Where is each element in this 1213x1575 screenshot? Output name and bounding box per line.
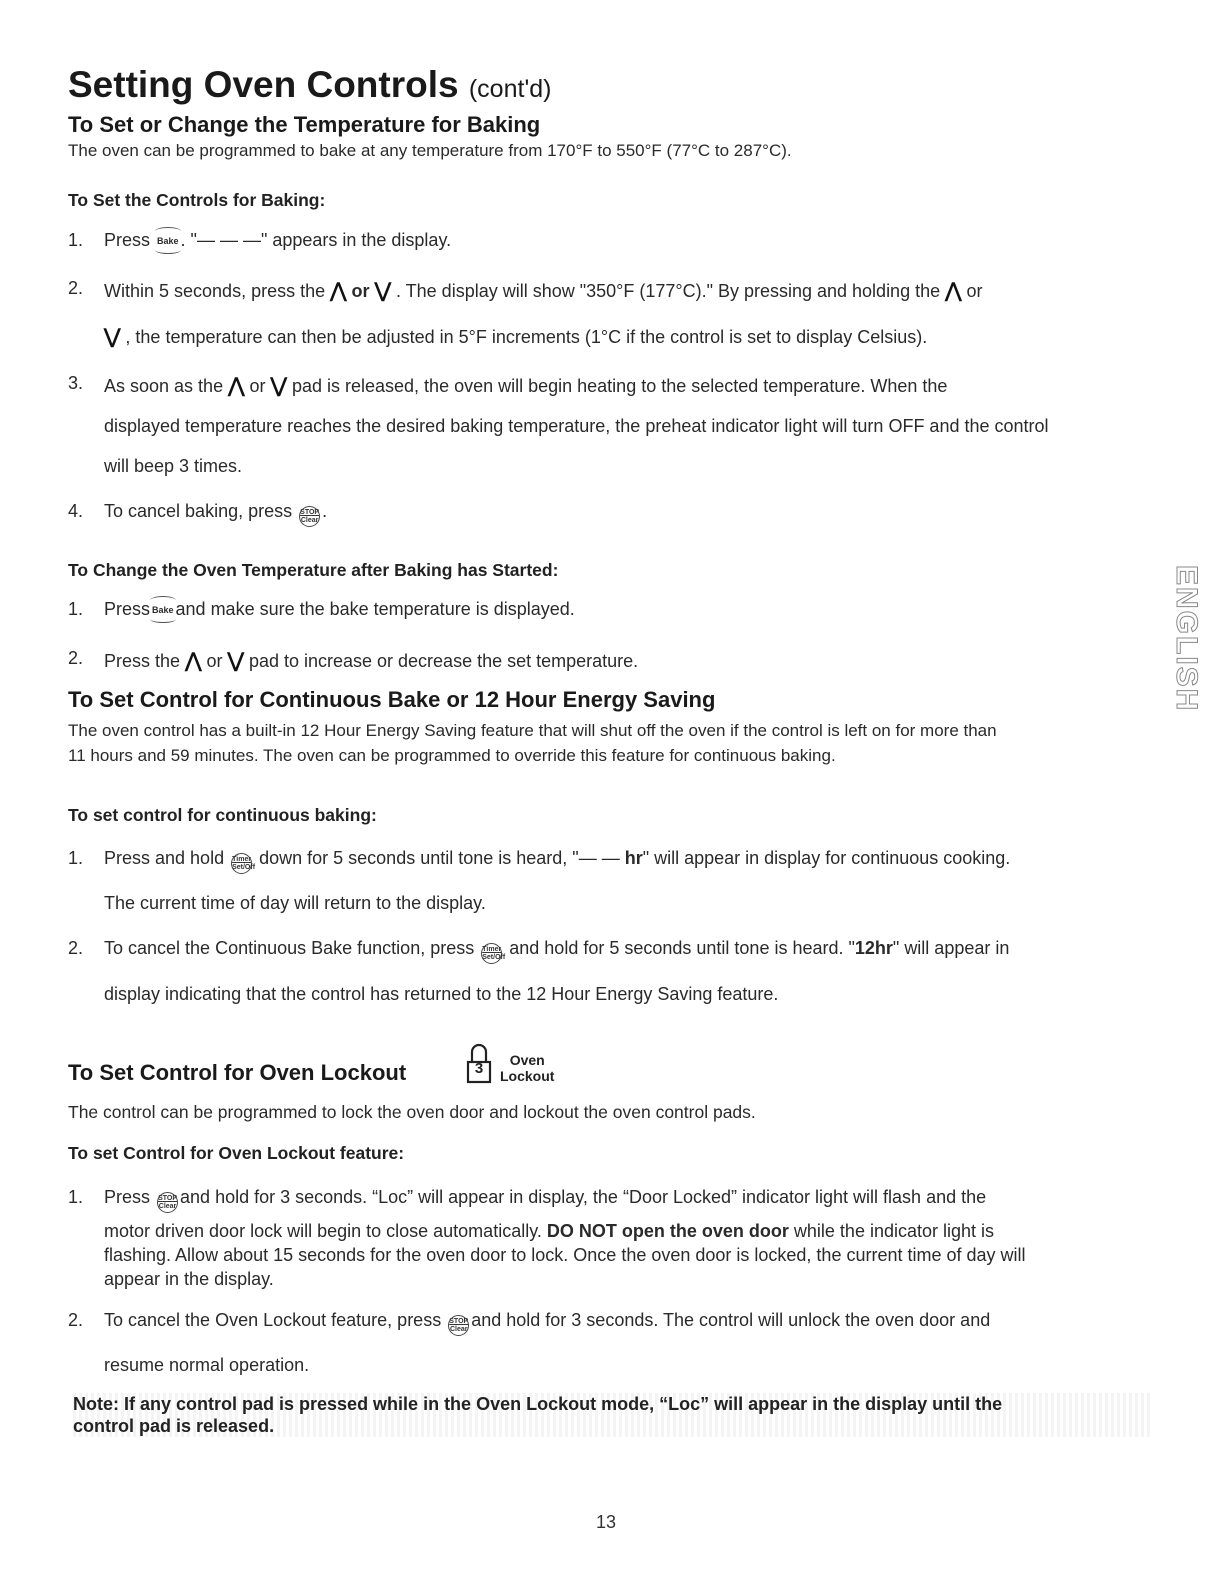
pad-label: Set/Off bbox=[232, 864, 256, 871]
step-text: Press bbox=[104, 1187, 151, 1207]
lockout-pad-label bbox=[500, 1052, 554, 1084]
pad-label: Clear bbox=[158, 1203, 177, 1210]
step-lockout-1-line4: appear in the display. bbox=[104, 1269, 274, 1289]
timer-set-off-pad-icon bbox=[231, 853, 256, 874]
step-number: 1. bbox=[68, 599, 84, 619]
step-change-temp-1 bbox=[104, 599, 575, 620]
up-arrow-icon: ⋀ bbox=[330, 280, 347, 302]
subheading-lockout-feature: To set Control for Oven Lockout feature: bbox=[68, 1143, 405, 1163]
subheading-change-temperature: To Change the Oven Temperature after Baking has Started: bbox=[68, 560, 559, 580]
step-lockout-2 bbox=[104, 1310, 990, 1336]
step-text: . The display will show "350°F (177°C)." By pressing and holding the bbox=[395, 281, 941, 301]
step-text: . "— — —" appears in the display. bbox=[180, 230, 452, 250]
step-lockout-1-line3: flashing. Allow about 15 seconds for the oven door to lock. Once the oven door is locked, the current time of day will bbox=[104, 1245, 1026, 1265]
step-text: and hold for 3 seconds. “Loc” will appear in display, the “Door Locked” indicator light will flash and the bbox=[180, 1187, 987, 1207]
step-number: 2. bbox=[68, 648, 84, 668]
lockout-pad-number: 3 bbox=[474, 1060, 484, 1077]
step-text: , the temperature can then be adjusted in 5°F increments (1°C if the control is set to display Celsius). bbox=[125, 327, 928, 347]
step-continuous-1-line2: The current time of day will return to the display. bbox=[104, 893, 486, 913]
step-set-bake-2 bbox=[104, 278, 983, 303]
step-text: pad is released, the oven will begin heating to the selected temperature. When the bbox=[291, 376, 948, 396]
page-title bbox=[68, 64, 551, 106]
step-set-bake-3 bbox=[104, 373, 947, 398]
step-lockout-1 bbox=[104, 1187, 986, 1213]
step-number: 2. bbox=[68, 1310, 84, 1330]
side-tab-label: ENGLISH bbox=[1170, 565, 1203, 713]
step-text: To cancel the Continuous Bake function, press bbox=[104, 938, 475, 958]
step-continuous-2-line2: display indicating that the control has returned to the 12 Hour Energy Saving feature. bbox=[104, 984, 779, 1004]
pad-label: STOP bbox=[300, 509, 320, 516]
note-line1: Note: If any control pad is pressed while in the Oven Lockout mode, “Loc” will appear in the display until the bbox=[73, 1394, 1003, 1414]
section-intro-line1: The oven control has a built-in 12 Hour Energy Saving feature that will shut off the oven if the control is left on for more than bbox=[68, 721, 997, 740]
step-text: hr bbox=[624, 848, 643, 868]
section-heading-continuous-bake: To Set Control for Continuous Bake or 12 Hour Energy Saving bbox=[68, 687, 716, 712]
warning-text: DO NOT open the oven door bbox=[546, 1221, 789, 1241]
pad-label: Clear bbox=[449, 1326, 468, 1333]
up-arrow-icon: ⋀ bbox=[185, 650, 202, 672]
down-arrow-icon: ⋁ bbox=[270, 375, 287, 397]
pad-label: STOP bbox=[449, 1318, 469, 1325]
step-number: 3. bbox=[68, 373, 84, 393]
pad-label: Clear bbox=[300, 517, 319, 524]
step-number: 2. bbox=[68, 938, 84, 958]
step-text: or bbox=[249, 376, 266, 396]
timer-set-off-pad-icon bbox=[481, 943, 506, 964]
lockout-label-line1: Oven bbox=[509, 1052, 545, 1068]
step-lockout-1-line2 bbox=[104, 1221, 994, 1242]
step-text: 12hr bbox=[854, 938, 893, 958]
step-continuous-1 bbox=[104, 848, 1010, 874]
step-set-bake-3-line2: displayed temperature reaches the desired baking temperature, the preheat indicator light will turn OFF and the control bbox=[104, 416, 1049, 436]
step-number: 2. bbox=[68, 278, 84, 298]
step-text: or bbox=[206, 651, 223, 671]
pad-label: Timer bbox=[232, 856, 252, 863]
step-text: while the indicator light is bbox=[793, 1221, 995, 1241]
step-text: Press the bbox=[104, 651, 181, 671]
subheading-continuous-baking: To set control for continuous baking: bbox=[68, 805, 377, 825]
step-text: Within 5 seconds, press the bbox=[104, 281, 326, 301]
step-text: or bbox=[966, 281, 983, 301]
page-title-main: Setting Oven Controls bbox=[68, 64, 459, 105]
down-arrow-icon: ⋁ bbox=[104, 326, 121, 348]
down-arrow-icon: ⋁ bbox=[227, 650, 244, 672]
lockout-note bbox=[73, 1393, 1153, 1437]
note-line2: control pad is released. bbox=[73, 1416, 275, 1436]
step-text: motor driven door lock will begin to close automatically. bbox=[104, 1221, 542, 1241]
language-side-tab bbox=[1155, 565, 1205, 713]
stop-clear-pad-icon bbox=[448, 1315, 469, 1336]
pad-label: Timer bbox=[482, 946, 502, 953]
step-lockout-2-line2: resume normal operation. bbox=[104, 1355, 310, 1375]
step-text: To cancel baking, press bbox=[104, 501, 293, 521]
section-intro-temperature: The oven can be programmed to bake at any temperature from 170°F to 550°F (77°C to 287°C). bbox=[68, 141, 792, 160]
step-text: Press and hold bbox=[104, 848, 225, 868]
section-intro-lockout: The control can be programmed to lock the oven door and lockout the oven control pads. bbox=[68, 1102, 756, 1122]
stop-clear-pad-icon bbox=[157, 1192, 178, 1213]
step-number: 1. bbox=[68, 1187, 84, 1207]
step-text: and hold for 3 seconds. The control will unlock the oven door and bbox=[471, 1310, 991, 1330]
page-title-sub: (cont'd) bbox=[468, 75, 552, 103]
bake-pad-icon: Bake bbox=[152, 605, 174, 615]
step-change-temp-2 bbox=[104, 648, 638, 673]
step-set-bake-2-cont bbox=[104, 324, 927, 349]
step-set-bake-1 bbox=[104, 230, 451, 251]
step-continuous-2 bbox=[104, 938, 1009, 964]
step-text: Press bbox=[104, 599, 151, 619]
step-text: Press bbox=[104, 230, 151, 250]
step-text: As soon as the bbox=[104, 376, 224, 396]
up-arrow-icon: ⋀ bbox=[945, 280, 962, 302]
bake-pad-icon: Bake bbox=[157, 236, 179, 246]
step-set-bake-3-line3: will beep 3 times. bbox=[104, 456, 243, 476]
step-number: 1. bbox=[68, 230, 84, 250]
pad-label: Set/Off bbox=[482, 954, 506, 961]
step-number: 1. bbox=[68, 848, 84, 868]
section-heading-oven-lockout: To Set Control for Oven Lockout bbox=[68, 1060, 407, 1085]
step-text: To cancel the Oven Lockout feature, press bbox=[104, 1310, 442, 1330]
up-arrow-icon: ⋀ bbox=[228, 375, 245, 397]
page-number: 13 bbox=[596, 1512, 617, 1532]
step-text: " will appear in bbox=[892, 938, 1010, 958]
step-set-bake-4 bbox=[104, 501, 327, 527]
step-text: . bbox=[322, 501, 328, 521]
stop-clear-pad-icon bbox=[299, 506, 320, 527]
step-number: 4. bbox=[68, 501, 84, 521]
section-heading-temperature: To Set or Change the Temperature for Baking bbox=[68, 112, 541, 137]
step-text: down for 5 seconds until tone is heard, "— — bbox=[259, 848, 620, 868]
step-text: " will appear in display for continuous cooking. bbox=[642, 848, 1011, 868]
section-intro-line2: 11 hours and 59 minutes. The oven can be programmed to override this feature for continuous baking. bbox=[68, 746, 836, 765]
step-text: and hold for 5 seconds until tone is heard. " bbox=[509, 938, 855, 958]
down-arrow-icon: ⋁ bbox=[374, 280, 391, 302]
step-text: and make sure the bake temperature is displayed. bbox=[175, 599, 575, 619]
pad-label: STOP bbox=[158, 1195, 177, 1202]
subheading-set-controls-baking: To Set the Controls for Baking: bbox=[68, 190, 326, 210]
lockout-label-line2: Lockout bbox=[500, 1068, 555, 1084]
step-text: pad to increase or decrease the set temperature. bbox=[248, 651, 639, 671]
step-text: or bbox=[351, 281, 370, 301]
